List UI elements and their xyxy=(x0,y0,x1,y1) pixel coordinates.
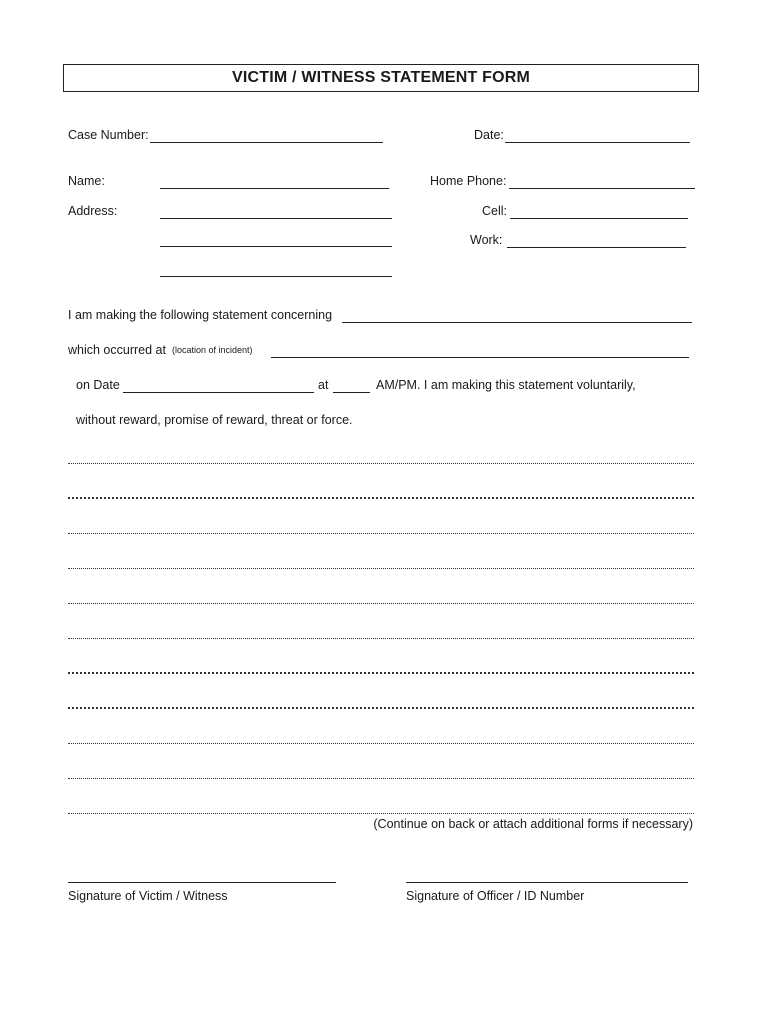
statement-line[interactable] xyxy=(68,672,694,674)
statement-line[interactable] xyxy=(68,568,694,569)
cell-label: Cell: xyxy=(482,204,508,218)
concerning-field[interactable] xyxy=(342,322,692,323)
address-field-line-2[interactable] xyxy=(160,246,392,247)
location-field[interactable] xyxy=(271,357,689,358)
work-field[interactable] xyxy=(507,247,686,248)
statement-line[interactable] xyxy=(68,533,694,534)
address-field-line-3[interactable] xyxy=(160,276,392,277)
incident-time-field[interactable] xyxy=(333,392,370,393)
continue-note: (Continue on back or attach additional forms if necessary) xyxy=(373,817,693,831)
victim-signature-field[interactable] xyxy=(68,882,336,883)
work-label: Work: xyxy=(470,233,503,247)
statement-line[interactable] xyxy=(68,813,694,814)
statement-line[interactable] xyxy=(68,603,694,604)
cell-field[interactable] xyxy=(510,218,688,219)
date-field[interactable] xyxy=(505,142,690,143)
victim-signature-label: Signature of Victim / Witness xyxy=(68,889,228,903)
statement-line[interactable] xyxy=(68,707,694,709)
statement-line[interactable] xyxy=(68,638,694,639)
case-number-label: Case Number: xyxy=(68,128,149,142)
address-label: Address: xyxy=(68,204,118,218)
incident-date-field[interactable] xyxy=(123,392,314,393)
name-field[interactable] xyxy=(160,188,389,189)
officer-signature-label: Signature of Officer / ID Number xyxy=(406,889,585,903)
concerning-label: I am making the following statement concerning xyxy=(68,308,333,322)
location-hint: (location of incident) xyxy=(172,345,253,355)
date-label: Date: xyxy=(474,128,504,142)
voluntary-statement-text: AM/PM. I am making this statement voluntarily, xyxy=(376,378,636,392)
occurred-at-label: which occurred at xyxy=(68,343,166,357)
statement-line[interactable] xyxy=(68,497,694,499)
form-title-box xyxy=(63,64,699,92)
without-force-text: without reward, promise of reward, threat or force. xyxy=(76,413,353,427)
at-label: at xyxy=(318,378,329,392)
form-title: VICTIM / WITNESS STATEMENT FORM xyxy=(231,69,531,86)
address-field-line-1[interactable] xyxy=(160,218,392,219)
statement-line[interactable] xyxy=(68,743,694,744)
case-number-field[interactable] xyxy=(150,142,383,143)
officer-signature-field[interactable] xyxy=(406,882,688,883)
home-phone-label: Home Phone: xyxy=(430,174,507,188)
home-phone-field[interactable] xyxy=(509,188,695,189)
on-date-label: on Date xyxy=(76,378,120,392)
statement-line[interactable] xyxy=(68,778,694,779)
name-label: Name: xyxy=(68,174,105,188)
statement-line[interactable] xyxy=(68,463,694,464)
